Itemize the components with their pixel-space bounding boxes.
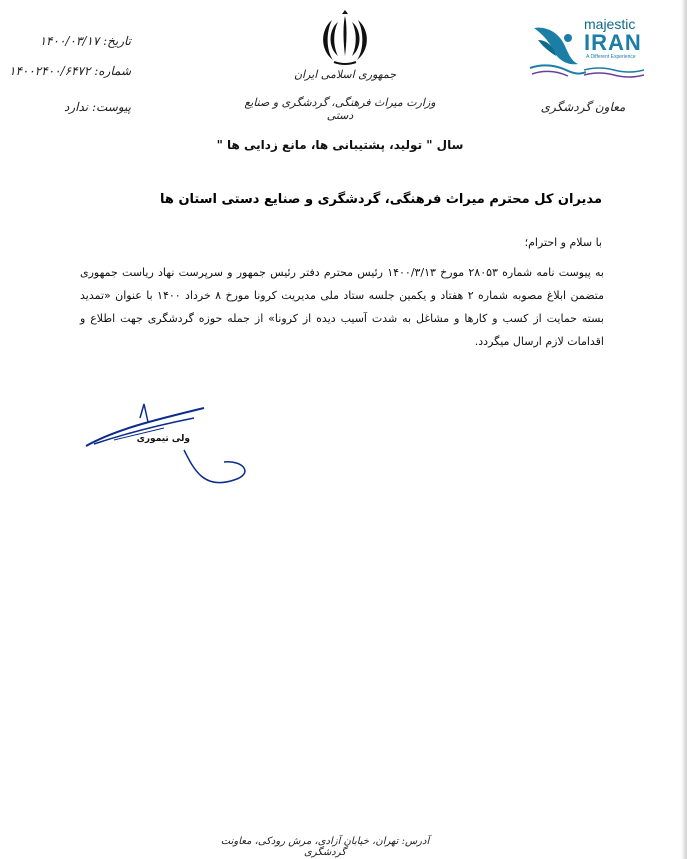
signer-name: ولی تیموری bbox=[136, 434, 190, 444]
ministry-title: وزارت میراث فرهنگی، گردشگری و صنایع دستی bbox=[244, 96, 436, 122]
republic-title: جمهوری اسلامی ایران bbox=[293, 68, 397, 81]
greeting: با سلام و احترام؛ bbox=[524, 236, 602, 249]
date-line: تاریخ: ۱۴۰۰/۰۳/۱۷ bbox=[39, 34, 131, 48]
addressee: مدیران کل محترم میراث فرهنگی، گردشگری و صنایع دستی استان ها bbox=[160, 192, 602, 207]
iran-emblem-icon bbox=[316, 10, 374, 68]
page-edge-shadow bbox=[681, 0, 687, 859]
bird-logo-icon bbox=[528, 18, 586, 80]
number-line: شماره: ۱۴۰۰۲۴۰۰/۶۴۷۲ bbox=[9, 64, 131, 78]
logo-word-majestic: majestic bbox=[584, 16, 636, 32]
logo-word-iran: IRAN bbox=[584, 30, 642, 55]
logo-tagline: A Different Experience bbox=[586, 54, 636, 60]
year-slogan: سال " تولید، پشتیبانی ها، مانع زدایی ها " bbox=[216, 138, 464, 152]
letter-body: به پیوست نامه شماره ۲۸۰۵۳ مورخ ۱۴۰۰/۳/۱۳ رئیس محترم دفتر رئیس جمهور و سرپرست نهاد ریاست جمهوری متضمن ابلاغ مصوبه شماره ۲ هفتاد و یکمین جلسه ستاد ملی مدیریت کرونا مورخ ۸ خرداد ۱۴۰۰ با عنوان «تمدید بسته حمایت از کسب و کارها و مشاغل به شدت آسیب دیده از کرونا» از جمله حوزه گردشگری جهت اطلاع و اقدامات لازم ارسال میگردد. bbox=[80, 266, 604, 348]
waves-logo-icon bbox=[584, 66, 644, 80]
majestic-iran-logo bbox=[528, 14, 644, 84]
deputy-title: معاون گردشگری bbox=[540, 100, 626, 114]
attachment-line: پیوست: ندارد bbox=[64, 100, 131, 114]
signature-scribble-icon bbox=[84, 400, 254, 490]
footer-address: آدرس: تهران، خیابان آزادی، مرش رودکی، معاونت گردشگری bbox=[220, 836, 430, 858]
